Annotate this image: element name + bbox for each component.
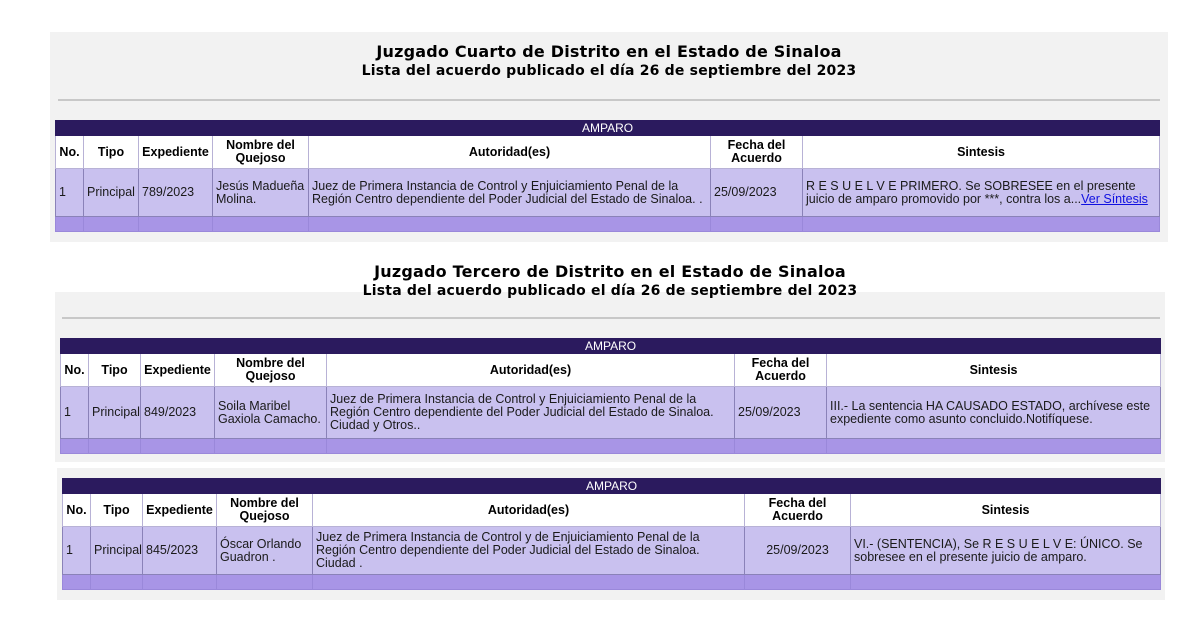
cell-sintesis: [803, 169, 1160, 217]
col-header-tipo: Tipo: [89, 354, 141, 387]
cell-quejoso: Óscar Orlando Guadron .: [217, 527, 313, 575]
col-header-fecha: Fecha del Acuerdo: [711, 136, 803, 169]
cell-sintesis: III.- La sentencia HA CAUSADO ESTADO, archívese este expediente como asunto concluido.Notifíquese.: [827, 387, 1161, 439]
cell-autoridad: Juez de Primera Instancia de Control y Enjuiciamiento Penal de la Región Centro dependiente del Poder Judicial del Estado de Sinaloa. Ciudad y Otros..: [327, 387, 735, 439]
cell-tipo: Principal: [84, 169, 139, 217]
table-row: [56, 169, 1160, 217]
amparo-table-2: [60, 338, 1161, 454]
ver-sintesis-link[interactable]: Ver Síntesis: [1081, 191, 1148, 206]
cell-fecha: 25/09/2023: [745, 527, 851, 575]
amparo-table-3: [62, 478, 1161, 590]
cell-expediente: 789/2023: [139, 169, 213, 217]
amparo-table-1: [55, 120, 1160, 232]
col-header-expediente: Expediente: [141, 354, 215, 387]
col-header-sintesis: Sintesis: [851, 494, 1161, 527]
col-header-quejoso: Nombre del Quejoso: [213, 136, 309, 169]
col-header-no: No.: [56, 136, 84, 169]
col-header-no: No.: [63, 494, 91, 527]
col-header-sintesis: Sintesis: [803, 136, 1160, 169]
table-caption: AMPARO: [61, 339, 1161, 354]
cell-quejoso: Soila Maribel Gaxiola Camacho.: [215, 387, 327, 439]
cell-fecha: 25/09/2023: [735, 387, 827, 439]
section-header-tercero: [55, 262, 1165, 300]
cell-tipo: Principal: [89, 387, 141, 439]
col-header-quejoso: Nombre del Quejoso: [215, 354, 327, 387]
cell-quejoso: Jesús Madueña Molina.: [213, 169, 309, 217]
section-header-cuarto: [50, 42, 1168, 80]
col-header-autoridad: Autoridad(es): [313, 494, 745, 527]
col-header-quejoso: Nombre del Quejoso: [217, 494, 313, 527]
col-header-tipo: Tipo: [91, 494, 143, 527]
court-subtitle: Lista del acuerdo publicado el día 26 de septiembre del 2023: [361, 63, 857, 79]
court-title: Juzgado Cuarto de Distrito en el Estado de Sinaloa: [376, 42, 842, 61]
cell-tipo: Principal: [91, 527, 143, 575]
divider: [58, 99, 1160, 101]
court-title: Juzgado Tercero de Distrito en el Estado de Sinaloa: [374, 262, 846, 281]
table-caption: AMPARO: [63, 479, 1161, 494]
table-caption: AMPARO: [56, 121, 1160, 136]
col-header-autoridad: Autoridad(es): [309, 136, 711, 169]
table-row: [63, 527, 1161, 575]
sintesis-text: R E S U E L V E PRIMERO. Se SOBRESEE en el presente juicio de amparo promovido por ***, contra los a...: [806, 178, 1136, 206]
cell-autoridad: Juez de Primera Instancia de Control y de Enjuiciamiento Penal de la Región Centro dependiente del Poder Judicial del Estado de Sinaloa. Ciudad .: [313, 527, 745, 575]
cell-sintesis: VI.- (SENTENCIA), Se R E S U E L V E: ÚNICO. Se sobresee en el presente juicio de amparo.: [851, 527, 1161, 575]
col-header-autoridad: Autoridad(es): [327, 354, 735, 387]
cell-autoridad: Juez de Primera Instancia de Control y Enjuiciamiento Penal de la Región Centro dependiente del Poder Judicial del Estado de Sinaloa. .: [309, 169, 711, 217]
table-row: [61, 387, 1161, 439]
col-header-tipo: Tipo: [84, 136, 139, 169]
col-header-expediente: Expediente: [139, 136, 213, 169]
cell-fecha: 25/09/2023: [711, 169, 803, 217]
col-header-sintesis: Sintesis: [827, 354, 1161, 387]
cell-no: 1: [61, 387, 89, 439]
col-header-fecha: Fecha del Acuerdo: [735, 354, 827, 387]
cell-expediente: 845/2023: [143, 527, 217, 575]
col-header-fecha: Fecha del Acuerdo: [745, 494, 851, 527]
cell-no: 1: [63, 527, 91, 575]
col-header-no: No.: [61, 354, 89, 387]
court-subtitle: Lista del acuerdo publicado el día 26 de septiembre del 2023: [362, 283, 858, 299]
col-header-expediente: Expediente: [143, 494, 217, 527]
cell-expediente: 849/2023: [141, 387, 215, 439]
divider: [62, 317, 1160, 319]
cell-no: 1: [56, 169, 84, 217]
